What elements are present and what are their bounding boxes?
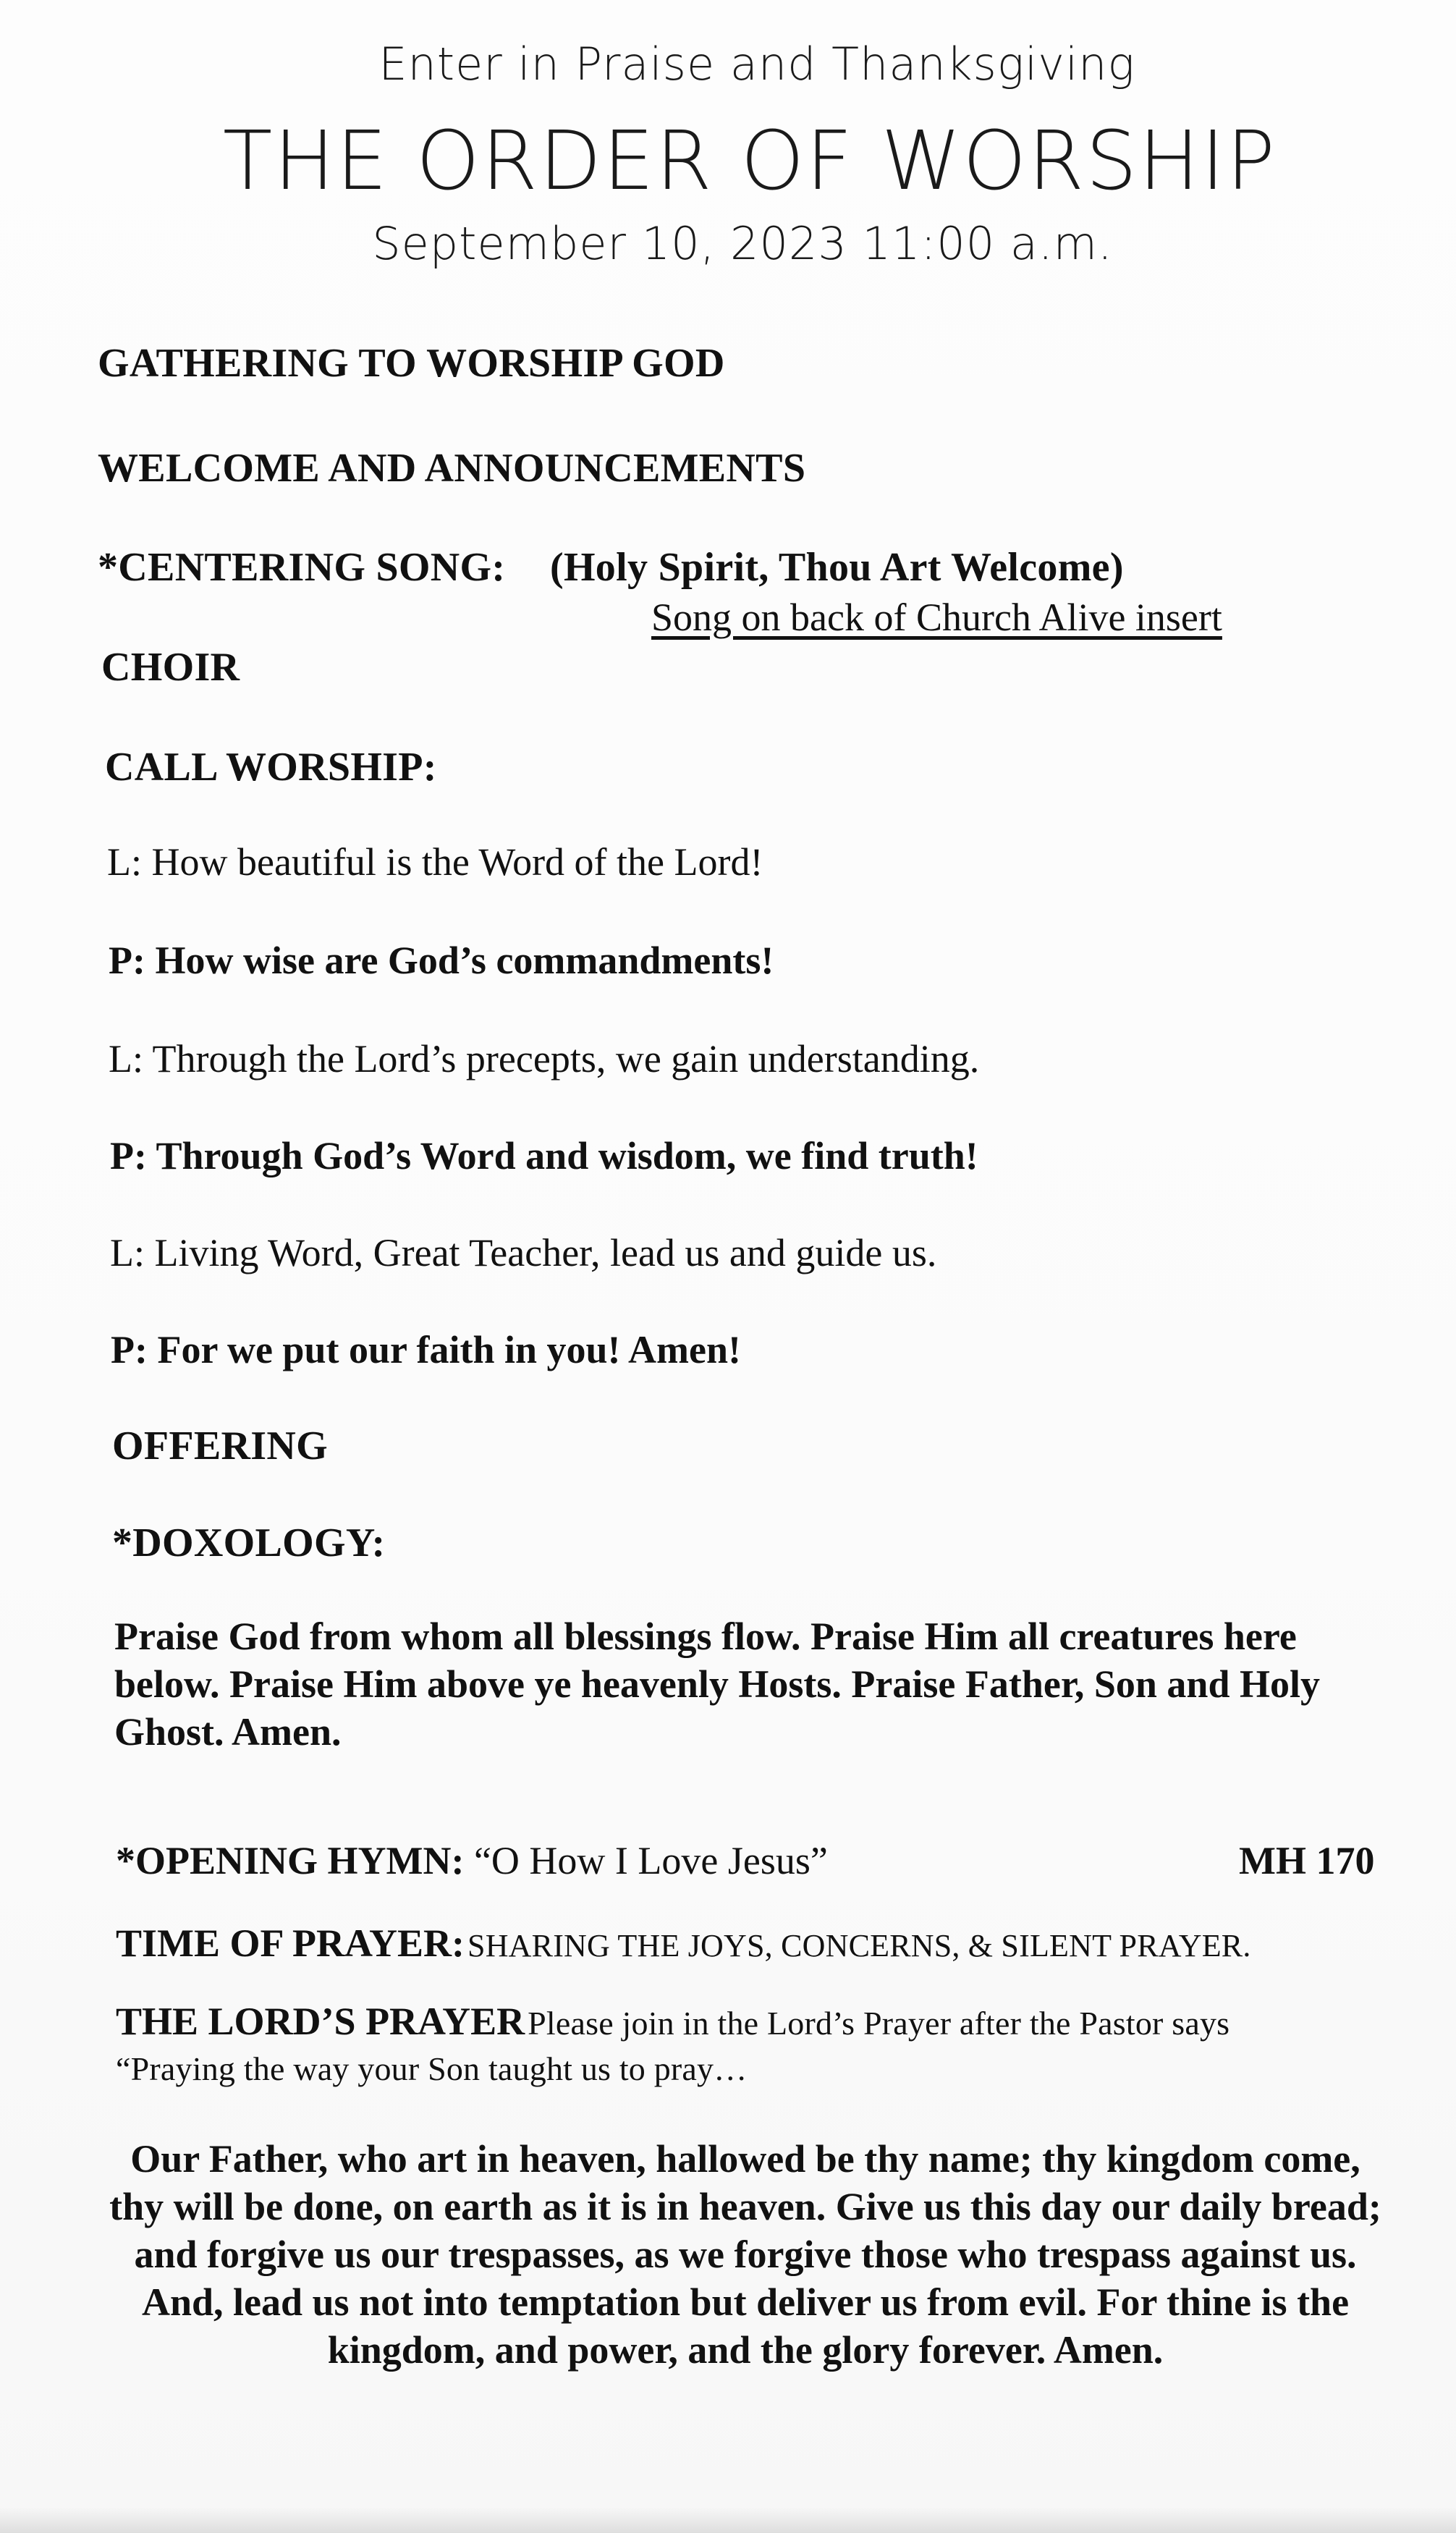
- page-title: THE ORDER OF WORSHIP: [222, 114, 1277, 208]
- centering-song-title: (Holy Spirit, Thou Art Welcome): [550, 545, 1124, 590]
- service-date: September 10, 2023 11:00 a.m.: [372, 217, 1113, 270]
- reading-people-line: P: For we put our faith in you! Amen!: [111, 1328, 742, 1371]
- lords-prayer-intro: Please join in the Lord’s Prayer after the Pastor says: [528, 2005, 1230, 2042]
- section-gathering: GATHERING TO WORSHIP GOD: [98, 341, 725, 386]
- time-of-prayer-row: [116, 1921, 1251, 1966]
- centering-song-note: Song on back of Church Alive insert: [651, 596, 1222, 639]
- section-call-worship: CALL WORSHIP:: [105, 745, 437, 790]
- section-choir: CHOIR: [101, 645, 240, 690]
- centering-song-label: *CENTERING SONG:: [98, 545, 506, 590]
- lords-prayer-row: [116, 1999, 1229, 2044]
- time-of-prayer-label: TIME OF PRAYER:: [116, 1921, 465, 1965]
- opening-hymn-label: *OPENING HYMN:: [116, 1839, 465, 1882]
- opening-hymn-number: MH 170: [1239, 1839, 1375, 1882]
- opening-hymn-row: [116, 1838, 828, 1883]
- section-welcome: WELCOME AND ANNOUNCEMENTS: [98, 446, 806, 491]
- header-tagline: Enter in Praise and Thanksgiving: [378, 38, 1135, 90]
- lords-prayer-label: THE LORD’S PRAYER: [116, 2000, 525, 2043]
- lords-prayer-text: Our Father, who art in heaven, hallowed be thy name; thy kingdom come, thy will be done, on earth as it is in heaven. Give us this day our daily bread; and forgive us our trespasses, as we forgive those who trespass against us. And, lead us not into temptation but deliver us from evil. For thine is the kingdom, and power, and the glory forever. Amen.: [109, 2137, 1381, 2372]
- doxology-text: Praise God from whom all blessings flow. Praise Him all creatures here below. Praise Him above ye heavenly Hosts. Praise Father, Son and Holy Ghost. Amen.: [114, 1615, 1320, 1754]
- section-offering: OFFERING: [112, 1424, 328, 1468]
- reading-leader-line: L: Through the Lord’s precepts, we gain understanding.: [109, 1037, 980, 1081]
- doxology-label: *DOXOLOGY:: [112, 1521, 386, 1565]
- opening-hymn-title: “O How I Love Jesus”: [473, 1839, 828, 1882]
- page-edge-shadow: [0, 2507, 1456, 2533]
- time-of-prayer-text: SHARING THE JOYS, CONCERNS, & SILENT PRAYER.: [467, 1928, 1251, 1963]
- lords-prayer-intro-cont: “Praying the way your Son taught us to pray…: [116, 2050, 748, 2087]
- reading-people-line: P: Through God’s Word and wisdom, we find truth!: [110, 1134, 978, 1177]
- reading-people-line: P: How wise are God’s commandments!: [109, 939, 774, 982]
- reading-leader-line: L: Living Word, Great Teacher, lead us and guide us.: [110, 1231, 937, 1274]
- reading-leader-line: L: How beautiful is the Word of the Lord!: [107, 840, 763, 884]
